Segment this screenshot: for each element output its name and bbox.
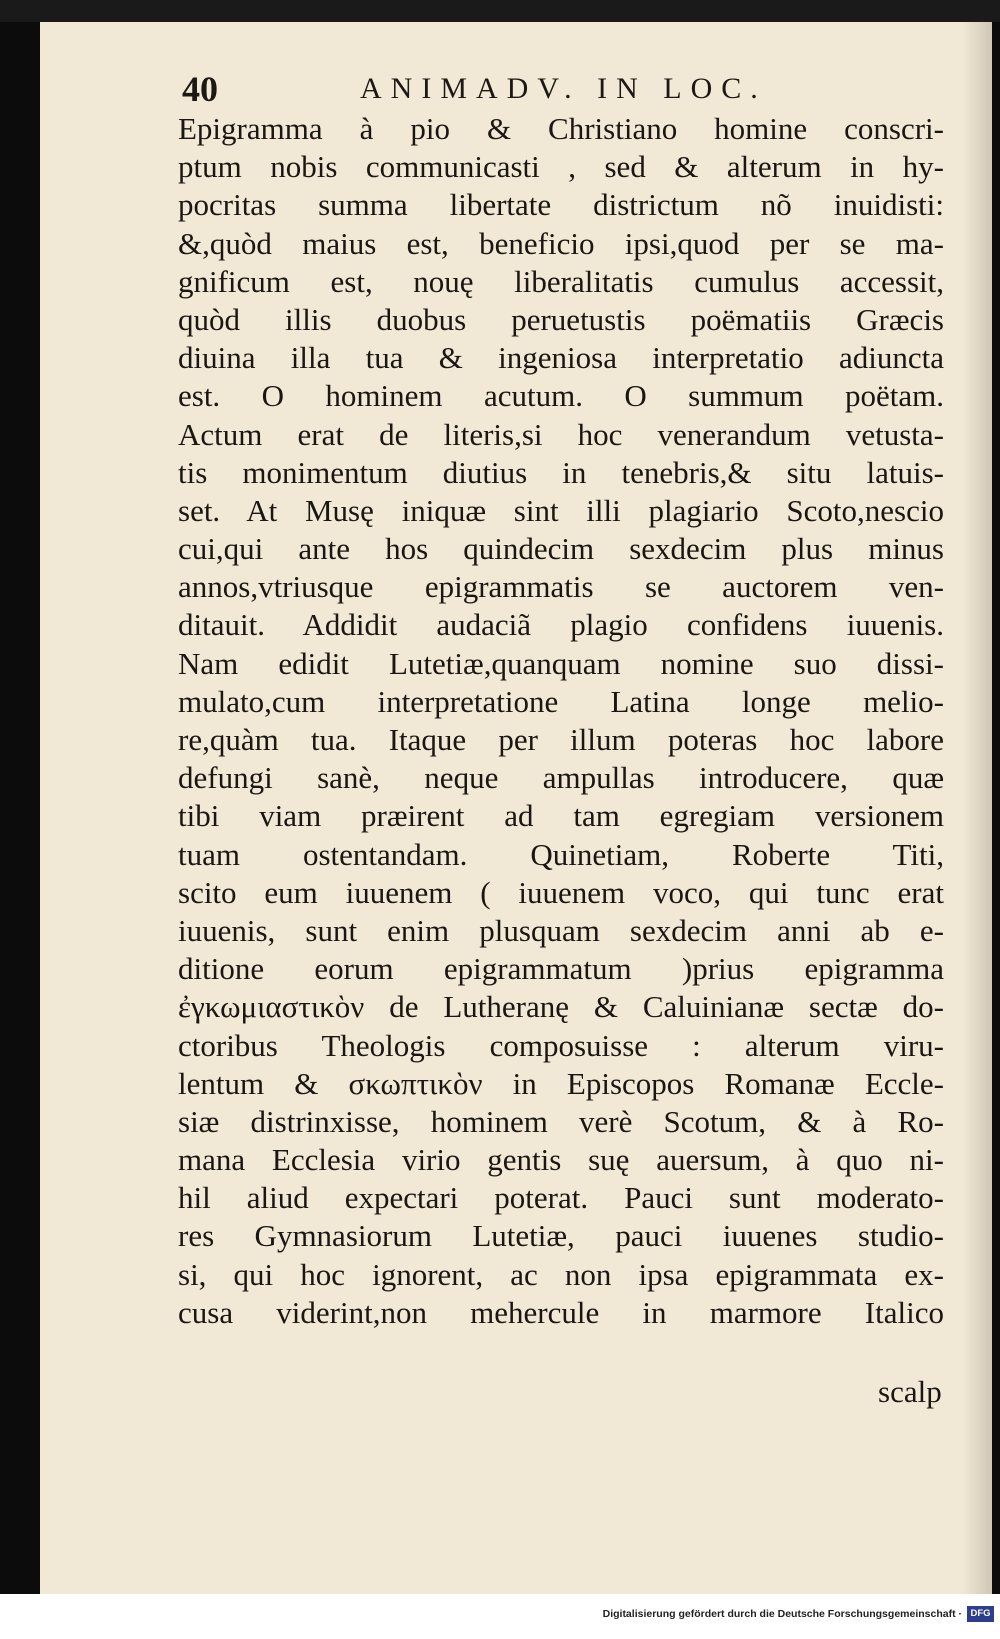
text-line: tibi viam præirent ad tam egregiam versionem — [178, 798, 944, 834]
funding-credit: Digitalisierung gefördert durch die Deutsche Forschungsgemeinschaft · — [602, 1608, 962, 1620]
text-line: Nam edidit Lutetiæ,quanquam nomine suo dissi- — [178, 645, 944, 681]
text-line: ctoribus Theologis composuisse : alterum viru- — [178, 1027, 944, 1063]
text-line: ἐγκωμιαστικὸν de Lutheranę & Caluinianæ sectæ do- — [178, 989, 944, 1025]
catchword: scalp — [878, 1374, 942, 1409]
text-line: diuina illa tua & ingeniosa interpretatio adiuncta — [178, 340, 944, 376]
text-line: si, qui hoc ignorent, ac non ipsa epigrammata ex- — [178, 1256, 944, 1292]
footer-bar — [0, 1594, 1000, 1639]
body-text — [178, 110, 944, 1332]
text-line: ditione eorum epigrammatum )prius epigramma — [178, 951, 944, 987]
text-line: siæ distrinxisse, hominem verè Scotum, & à Ro- — [178, 1103, 944, 1139]
text-line: Actum erat de literis,si hoc venerandum vetusta- — [178, 416, 944, 452]
text-line: est. O hominem acutum. O summum poëtam. — [178, 378, 944, 414]
text-line: scito eum iuuenem ( iuuenem voco, qui tunc erat — [178, 874, 944, 910]
text-line: hil aliud expectari poterat. Pauci sunt moderato- — [178, 1180, 944, 1216]
text-line: tis monimentum diutius in tenebris,& situ latuis- — [178, 454, 944, 490]
text-line: Epigramma à pio & Christiano homine conscri- — [178, 111, 944, 146]
text-line: iuuenis, sunt enim plusquam sexdecim anni ab e- — [178, 912, 944, 948]
text-line: pocritas summa libertate districtum nõ inuidisti: — [178, 187, 944, 223]
text-line: re,quàm tua. Itaque per illum poteras hoc labore — [178, 722, 944, 757]
text-line: defungi sanè, neque ampullas introducere, quæ — [178, 760, 944, 796]
running-title: ANIMADV. IN LOC. — [360, 72, 767, 105]
text-line: quòd illis duobus peruetustis poëmatiis Græcis — [178, 301, 944, 337]
scan-top-border — [0, 0, 1000, 22]
text-line: mulato,cum interpretatione Latina longe melio- — [178, 683, 944, 719]
text-line: ditauit. Addidit audaciã plagio confidens iuuenis. — [178, 607, 944, 643]
text-line: annos,vtriusque epigrammatis se auctorem ven- — [178, 569, 944, 605]
text-line: res Gymnasiorum Lutetiæ, pauci iuuenes studio- — [178, 1218, 944, 1254]
text-line: mana Ecclesia virio gentis suę auersum, à quo ni- — [178, 1142, 944, 1178]
text-line: tuam ostentandam. Quinetiam, Roberte Titi, — [178, 836, 944, 872]
dfg-logo: DFG — [967, 1606, 994, 1622]
running-head — [182, 64, 802, 114]
text-line: lentum & σκωπτικὸν in Episcopos Romanæ Eccle- — [178, 1065, 944, 1101]
gutter-shadow — [962, 22, 992, 1594]
text-line: ptum nobis communicasti , sed & alterum in hy- — [178, 149, 944, 185]
page-number: 40 — [182, 69, 218, 109]
text-line: &,quòd maius est, beneficio ipsi,quod per se ma- — [178, 225, 944, 261]
text-line: cusa viderint,non mehercule in marmore Italico — [178, 1294, 944, 1330]
text-line: cui,qui ante hos quindecim sexdecim plus minus — [178, 531, 944, 567]
text-line: set. At Musę iniquæ sint illi plagiario Scoto,nescio — [178, 492, 944, 528]
text-line: gnificum est, nouę liberalitatis cumulus accessit, — [178, 263, 944, 299]
